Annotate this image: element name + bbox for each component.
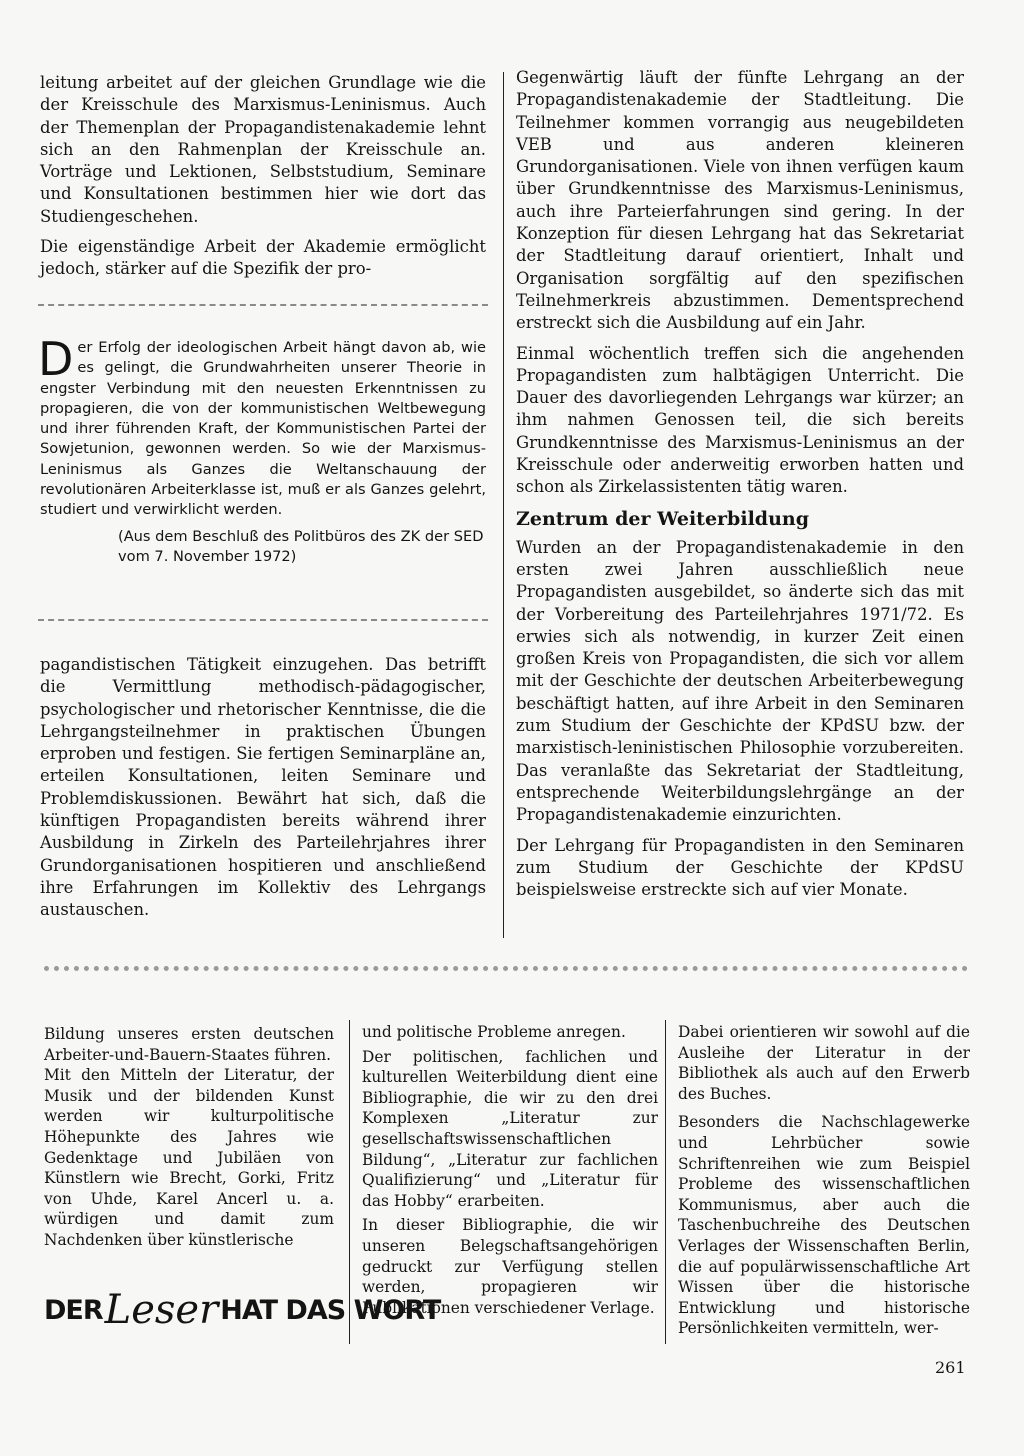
paragraph: Bildung unseres ersten deutschen Arbeiter-und-Bauern-Staates führen. xyxy=(44,1025,334,1064)
paragraph: Besonders die Nachschlagewerke und Lehrbücher sowie Schriftenreihen wie zum Beispiel Probleme des wissenschaftlichen Kommunismus, aber auch die Taschenbuchreihe des Deutschen Verlages der Wissenschaften Berlin, die auf populärwissenschaftliche Art Wissen über die historische Entwicklung und historische Persönlichkeiten vermitteln, wer- xyxy=(678,1113,970,1338)
paragraph: Der Lehrgang für Propagandisten in den Seminaren zum Studium der Geschichte der KPdSU beispielsweise erstreckte sich auf vier Monate. xyxy=(516,835,964,900)
column-divider-bottom-1 xyxy=(349,1020,350,1344)
top-left-column xyxy=(40,72,486,289)
top-left-column-continued xyxy=(40,654,486,930)
paragraph: Wurden an der Propagandistenakademie in den ersten zwei Jahren ausschließlich neue Propagandisten ausgebildet, so änderte sich das mit der Vorbereitung des Parteilehrjahres 1971/72. Es erwies sich als notwendig, in kurzer Zeit einen großen Kreis von Propagandisten, die sich vor allem mit der Geschichte der deutschen Arbeiterbewegung beschäftigt hatten, auf ihre Arbeit in den Seminaren zum Studium der Geschichte der KPdSU bzw. der marxistisch-leninistischen Philosophie vorzubereiten. Das veranlaßte das Sekretariat der Stadtleitung, entsprechende Weiterbildungslehrgänge an der Propagandistenakademie einzurichten. xyxy=(516,537,964,825)
column-divider-bottom-2 xyxy=(665,1020,666,1344)
section-heading: Zentrum der Weiterbildung xyxy=(516,507,809,530)
top-right-column xyxy=(516,67,964,909)
paragraph: Dabei orientieren wir sowohl auf die Ausleihe der Literatur in der Bibliothek als auch auf den Erwerb des Buches. xyxy=(678,1023,970,1103)
column-divider xyxy=(503,72,504,938)
paragraph: und politische Probleme anregen. xyxy=(362,1023,626,1041)
quote-bottom-divider xyxy=(38,619,488,621)
paragraph: Gegenwärtig läuft der fünfte Lehrgang an der Propagandistenakademie der Stadtleitung. Die Teilnehmer kommen vorrangig aus neugebildeten VEB und aus anderen kleineren Grundorganisationen. Viele von ihnen verfügen kaum über Grundkenntnisse des Marxismus-Leninismus, auch ihre Parteierfahrungen sind gering. In der Konzeption für diesen Lehrgang hat das Sekretariat der Stadtleitung darauf orientiert, Inhalt und Organisation sorgfältig auf den spezifischen Teilnehmerkreis abzustimmen. Dementsprechend erstreckt sich die Ausbildung auf ein Jahr. xyxy=(516,68,964,333)
headline-script: Leser xyxy=(104,1287,219,1333)
paragraph: pagandistischen Tätigkeit einzugehen. Das betrifft die Vermittlung methodisch-pädagogischer, psychologischer und rhetorischer Kenntnisse, die die Lehrgangsteilnehmer in praktischen Übungen erproben und festigen. Sie fertigen Seminarpläne an, erteilen Konsultationen, leiten Seminare und Problemdiskussionen. Bewährt hat sich, daß die künftigen Propagandisten bereits während ihrer Ausbildung in Zirkeln des Parteilehrjahres ihrer Grundorganisationen hospitieren und anschließend ihre Erfahrungen im Kollektiv des Lehrgangs austauschen. xyxy=(40,655,486,920)
paragraph: In dieser Bibliographie, die wir unseren Belegschaftsangehörigen gedruckt zur Verfügung stellen werden, propagieren wir Publikationen verschiedener Verlage. xyxy=(362,1216,658,1317)
quote-text: er Erfolg der ideologischen Arbeit hängt davon ab, wie es gelingt, die Grundwahrheiten unserer Theorie in engster Verbindung mit den neuesten Erkenntnissen zu propagieren, die von der kommunistischen Weltbewegung und ihrer führenden Kraft, der Kommunistischen Partei der Sowjetunion, gewonnen werden. So wie der Marxismus-Leninismus als Ganzes die Weltanschauung der revolutionären Arbeiterklasse ist, muß er als Ganzes gelehrt, studiert und verwirklicht werden. xyxy=(40,339,486,519)
quote-box xyxy=(38,332,486,567)
quote-dropcap: D xyxy=(38,332,74,386)
paragraph: Die eigenständige Arbeit der Akademie ermöglicht jedoch, stärker auf die Spezifik der pro- xyxy=(40,237,486,279)
quote-top-divider xyxy=(38,304,488,306)
section-separator xyxy=(44,966,968,971)
bottom-column-1 xyxy=(44,1024,334,1259)
paragraph: Mit den Mitteln der Literatur, der Musik und der bildenden Kunst werden wir kulturpolitische Höhepunkte des Jahres wie Gedenktage und Jubiläen von Künstlern wie Brecht, Gorki, Fritz von Uhde, Karel Ancerl u. a. würdigen und damit zum Nachdenken über künstlerische xyxy=(44,1066,334,1249)
bottom-column-2 xyxy=(362,1022,658,1326)
quote-source: (Aus dem Beschluß des Politbüros des ZK der SED vom 7. November 1972) xyxy=(118,527,484,565)
paragraph: Der politischen, fachlichen und kulturellen Weiterbildung dient eine Bibliographie, die wir zu den drei Komplexen „Literatur zur gesellschaftswissenschaftlichen Bildung“, „Literatur zur fachlichen Qualifizierung“ und „Literatur für das Hobby“ erarbeiten. xyxy=(362,1047,658,1210)
headline-part: DER xyxy=(44,1295,103,1326)
page-number: 261 xyxy=(935,1358,966,1377)
bottom-column-3 xyxy=(678,1022,970,1347)
feature-headline xyxy=(44,1287,441,1333)
paragraph: Einmal wöchentlich treffen sich die angehenden Propagandisten zum halbtägigen Unterricht. Die Dauer des davorliegenden Lehrgangs war kürzer; an ihm nahmen Genossen teil, die sich bereits Grundkenntnisse des Marxismus-Leninismus an der Kreisschule oder anderweitig erworben hatten und schon als Zirkelassistenten tätig waren. xyxy=(516,343,964,497)
headline-part: HAT DAS WORT xyxy=(220,1295,441,1326)
paragraph: leitung arbeitet auf der gleichen Grundlage wie die der Kreisschule des Marxismus-Leninismus. Auch der Themenplan der Propagandistenakademie lehnt sich an den Rahmenplan der Kreisschule an. Vorträge und Lektionen, Selbststudium, Seminare und Konsultationen bestimmen hier wie dort das Studiengeschehen. xyxy=(40,73,486,226)
